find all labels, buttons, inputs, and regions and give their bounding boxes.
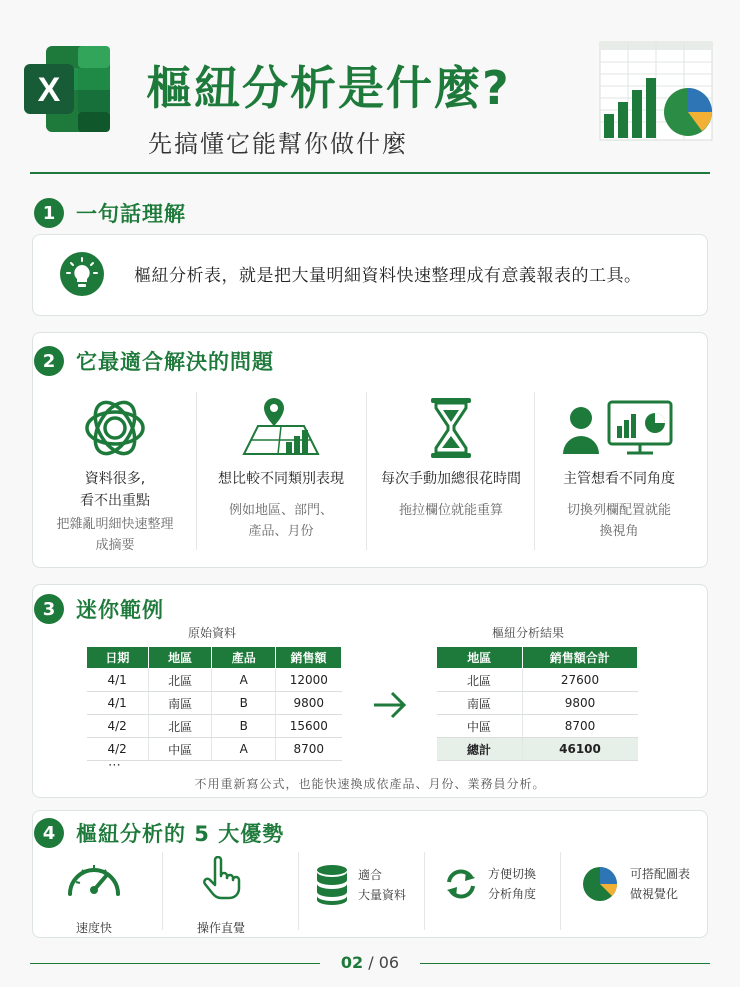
table-row: [437, 669, 638, 692]
raw-data-table: [86, 646, 342, 761]
table-cell: 中區: [148, 738, 212, 761]
map-pin-chart-icon: [238, 396, 324, 460]
section2-title: 它最適合解決的問題: [76, 350, 274, 374]
column-divider: [162, 852, 163, 930]
refresh-arrows-icon: [444, 867, 478, 901]
advantage-label: 方便切換: [488, 867, 537, 881]
total-pages: 06: [378, 953, 400, 972]
advantage-item: [582, 864, 690, 904]
advantage-label: 操作直覺: [196, 921, 245, 935]
section1-text: 樞紐分析表，就是把大量明細資料快速整理成有意義報表的工具。: [134, 266, 642, 286]
arrow-right-icon: [372, 690, 408, 720]
pointer-hand-icon: [201, 856, 241, 900]
table-cell: 8700: [522, 715, 638, 738]
section4-number: 4: [34, 818, 64, 848]
table-cell: 12000: [276, 669, 342, 692]
table-cell: 4/1: [87, 692, 149, 715]
advantage-label: 大量資料: [358, 888, 407, 902]
table-total-row: [437, 738, 638, 761]
problem-title: 每次手動加總很花時間: [381, 471, 521, 487]
table-row: [87, 715, 342, 738]
table-row: [437, 715, 638, 738]
table-cell: A: [212, 669, 276, 692]
table-cell: B: [212, 692, 276, 715]
section4-title: 樞紐分析的 5 大優勢: [76, 822, 285, 846]
advantage-item: [186, 856, 256, 938]
table-header: 銷售額合計: [522, 647, 638, 669]
table-header-row: [437, 647, 638, 669]
table-cell: 北區: [148, 669, 212, 692]
problem-desc: 切換列欄配置就能: [566, 503, 671, 518]
problem-title: 想比較不同類別表現: [218, 471, 344, 487]
problem-item: [366, 388, 536, 558]
total-value: 46100: [522, 738, 638, 761]
table-row: [87, 738, 342, 761]
advantage-label: 適合: [358, 868, 383, 882]
table-header-row: [87, 647, 342, 669]
current-page: 02: [340, 953, 364, 972]
table-cell: 南區: [437, 692, 523, 715]
table-cell: 4/2: [87, 715, 149, 738]
section1-title: 一句話理解: [76, 202, 186, 226]
problem-item: [196, 388, 366, 558]
hourglass-icon: [427, 396, 475, 460]
column-divider: [560, 852, 561, 930]
section3-note: 不用重新寫公式，也能快速換成依產品、月份、業務員分析。: [194, 777, 546, 791]
problem-desc: 拖拉欄位就能重算: [398, 503, 503, 518]
header-divider: [30, 172, 710, 174]
problem-desc: 產品、月份: [248, 524, 314, 539]
lightbulb-icon-bg: [60, 252, 104, 296]
database-icon: [316, 864, 348, 906]
section4-heading: [34, 818, 284, 848]
pivot-result-table: [436, 646, 638, 761]
problem-item: [30, 388, 200, 558]
more-rows-ellipsis: ⋯: [108, 758, 121, 773]
column-divider: [424, 852, 425, 930]
table-cell: 中區: [437, 715, 523, 738]
table-cell: 8700: [276, 738, 342, 761]
presenter-dashboard-icon: [561, 396, 677, 460]
problem-desc: 例如地區、部門、: [228, 503, 333, 518]
table-cell: 4/1: [87, 669, 149, 692]
table-header: 地區: [148, 647, 212, 669]
result-table-caption: 樞紐分析結果: [492, 626, 565, 640]
table-header: 產品: [212, 647, 276, 669]
table-cell: B: [212, 715, 276, 738]
pie-chart-icon: [582, 866, 618, 902]
total-label: 總計: [437, 738, 523, 761]
excel-logo-icon: [22, 44, 112, 134]
table-cell: 15600: [276, 715, 342, 738]
table-cell: 9800: [276, 692, 342, 715]
table-row: [87, 692, 342, 715]
problem-desc: 成摘要: [95, 538, 135, 553]
advantage-label: 做視覺化: [630, 887, 679, 901]
section3-heading: [34, 594, 164, 624]
table-header: 地區: [437, 647, 523, 669]
header: [0, 0, 740, 178]
table-cell: 4/2: [87, 738, 149, 761]
raw-table-caption: 原始資料: [188, 626, 237, 640]
problem-title: 主管想看不同角度: [563, 471, 675, 487]
spreadsheet-chart-icon: [598, 40, 716, 144]
problem-desc: 換視角: [599, 524, 639, 539]
table-cell: 北區: [437, 669, 523, 692]
problem-title: 資料很多,: [84, 471, 146, 487]
section2-heading: [34, 346, 274, 376]
problem-desc: 把雜亂明細快速整理: [56, 517, 174, 532]
section3-title: 迷你範例: [76, 598, 164, 622]
page-subtitle: 先搞懂它能幫你做什麼: [148, 130, 408, 158]
table-row: [87, 669, 342, 692]
table-cell: A: [212, 738, 276, 761]
section2-number: 2: [34, 346, 64, 376]
table-cell: 南區: [148, 692, 212, 715]
section1-heading: [34, 198, 186, 228]
problem-item: [534, 388, 704, 558]
lightbulb-icon: [60, 252, 104, 296]
table-header: 銷售額: [276, 647, 342, 669]
problem-title: 看不出重點: [80, 493, 150, 509]
tangled-lines-icon: [83, 396, 147, 460]
page-title: 樞紐分析是什麼?: [146, 61, 511, 115]
advantage-label: 可搭配圖表: [630, 867, 691, 881]
section3-number: 3: [34, 594, 64, 624]
advantage-item: [444, 864, 536, 904]
page-indicator: [0, 953, 740, 972]
section1-number: 1: [34, 198, 64, 228]
table-cell: 27600: [522, 669, 638, 692]
advantage-label: 分析角度: [488, 887, 537, 901]
advantage-label: 速度快: [75, 921, 112, 935]
table-cell: 北區: [148, 715, 212, 738]
excel-logo-letter: X: [37, 71, 61, 109]
column-divider: [298, 852, 299, 930]
table-row: [437, 692, 638, 715]
speedometer-icon: [64, 856, 124, 900]
advantage-item: [62, 856, 126, 938]
table-header: 日期: [87, 647, 149, 669]
advantage-item: [316, 864, 406, 906]
table-cell: 9800: [522, 692, 638, 715]
page-separator: /: [368, 953, 374, 972]
